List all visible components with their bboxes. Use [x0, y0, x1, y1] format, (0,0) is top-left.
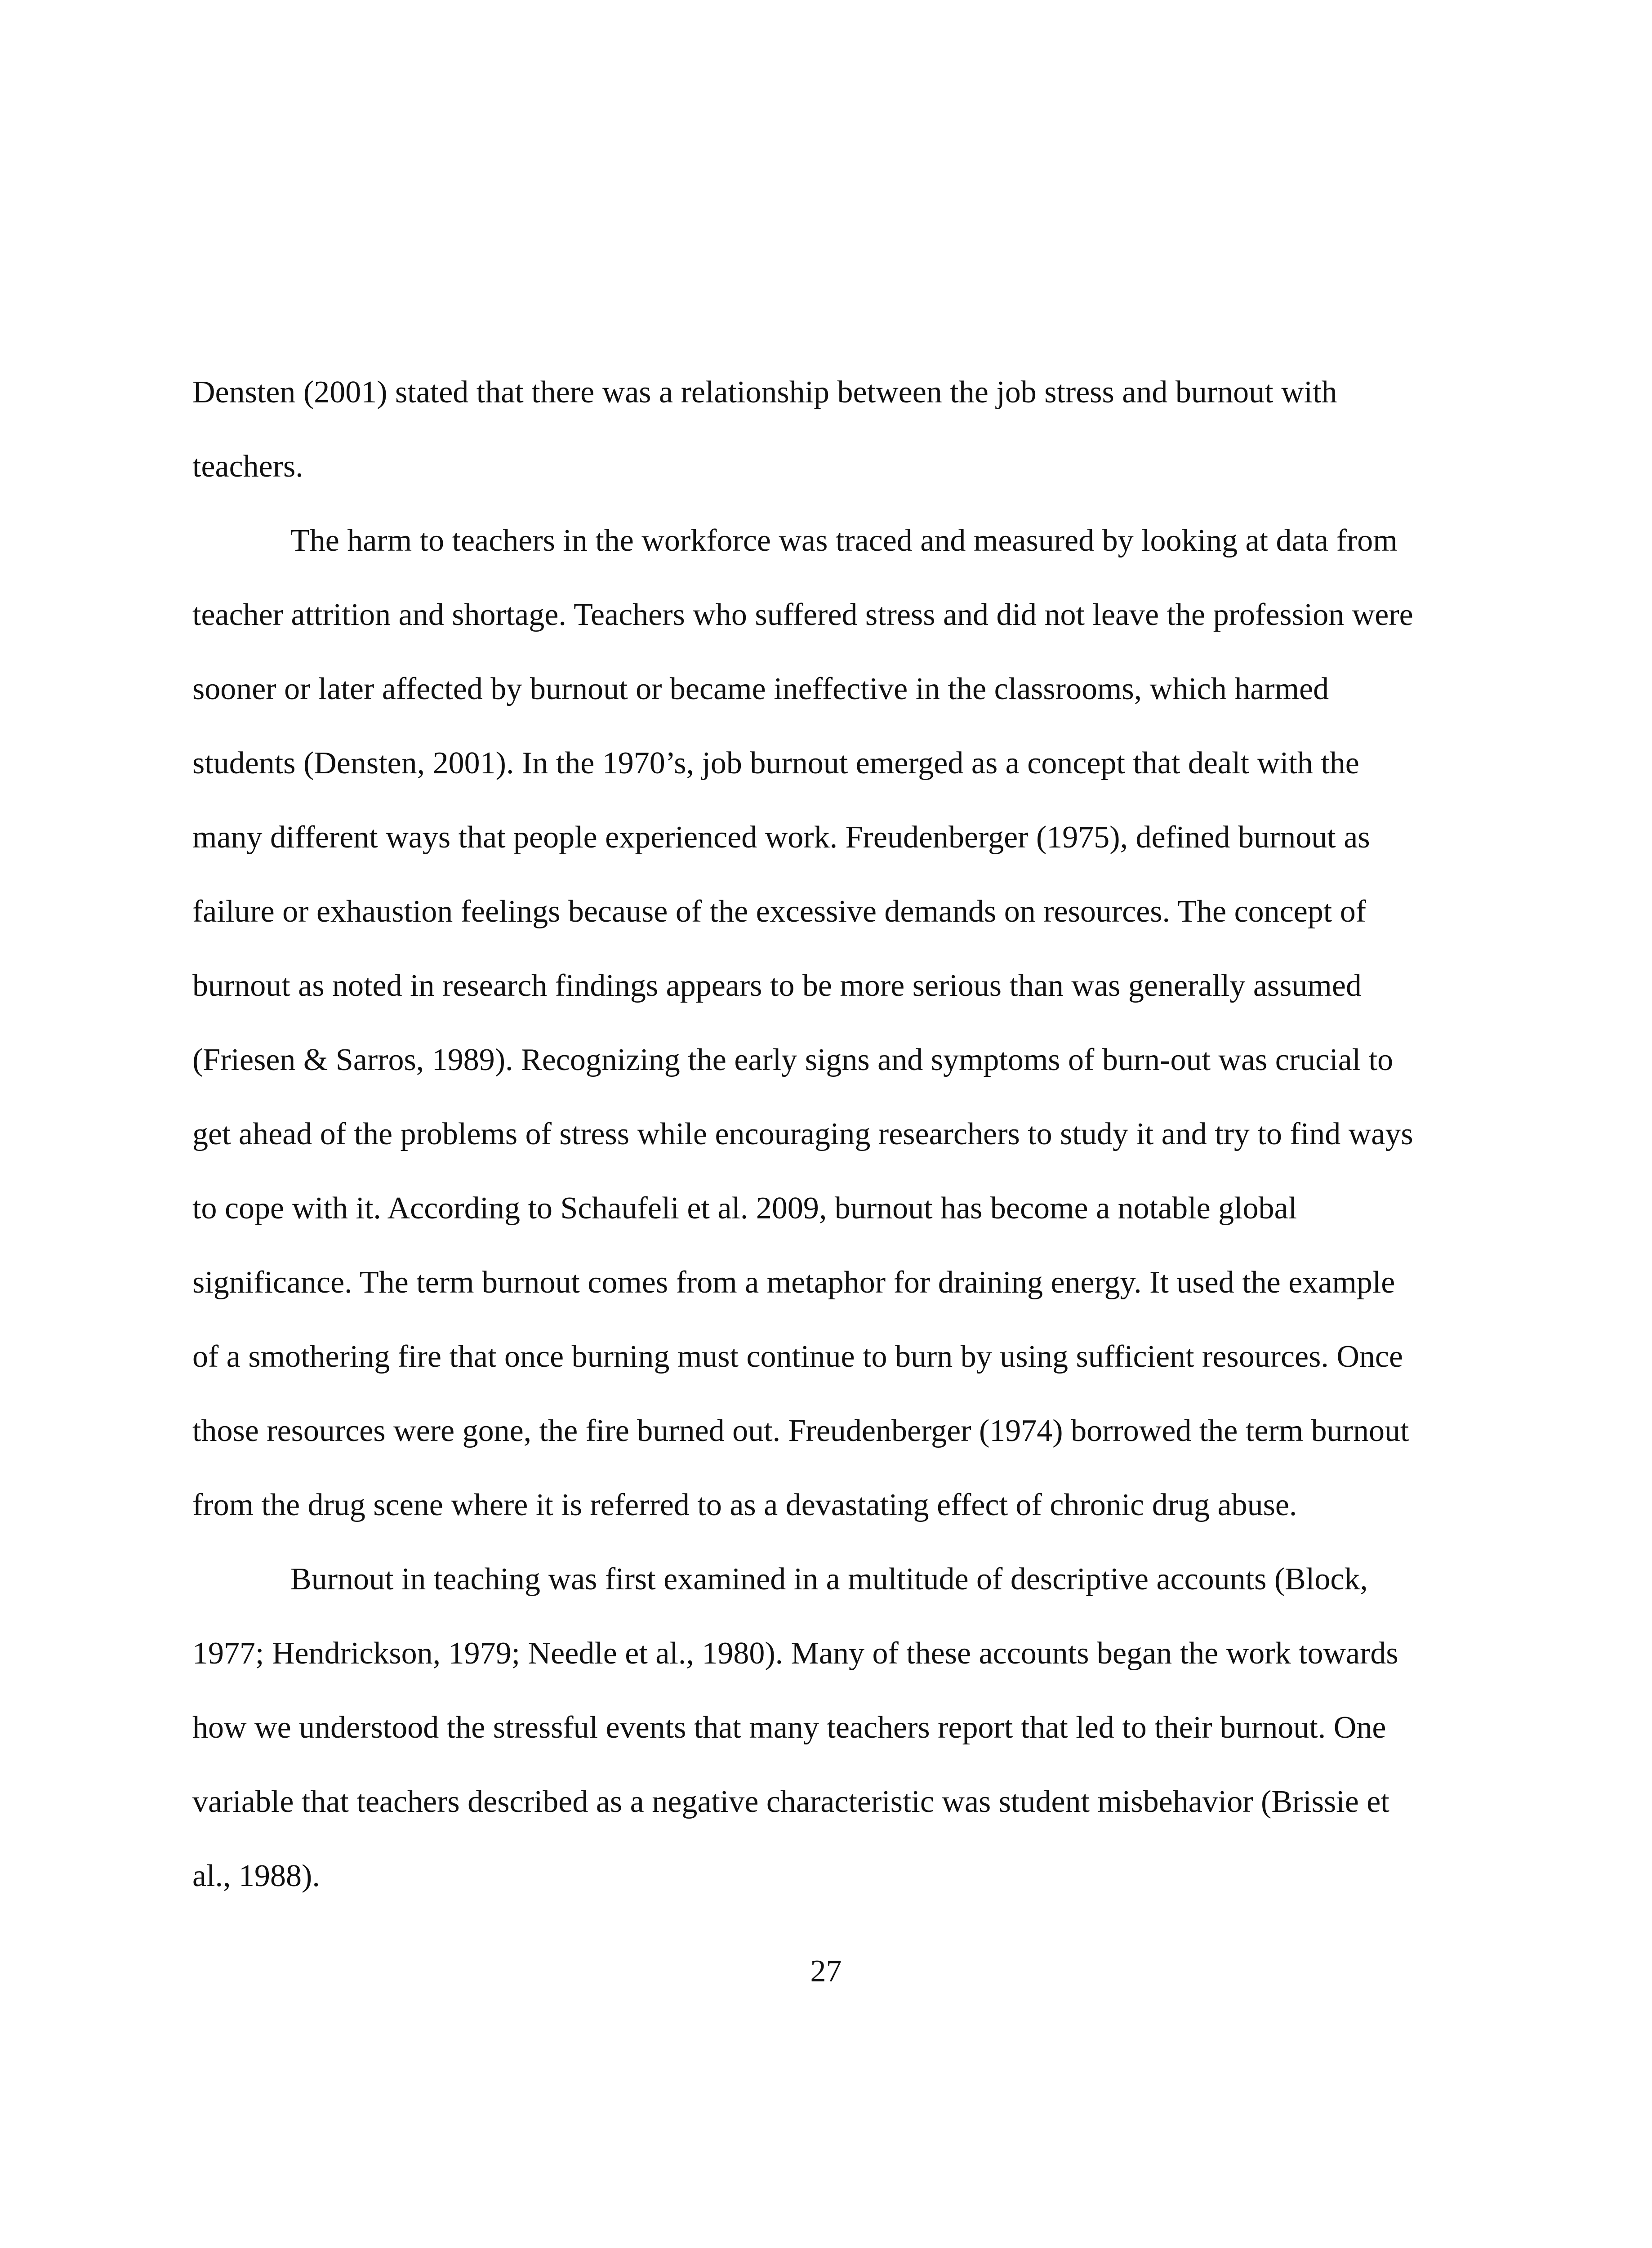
- paragraph-1: [192, 355, 1456, 504]
- page-number: 27: [810, 1954, 842, 1989]
- text-line: students (Densten, 2001). In the 1970’s, job burnout emerged as a concept that dealt with the: [192, 746, 1359, 781]
- text-line: how we understood the stressful events that many teachers report that led to their burnout. One: [192, 1710, 1386, 1745]
- text-line: 1977; Hendrickson, 1979; Needle et al., 1980). Many of these accounts began the work towards: [192, 1636, 1398, 1671]
- text-line: get ahead of the problems of stress while encouraging researchers to study it and try to find ways: [192, 1117, 1413, 1151]
- text-line: teachers.: [192, 449, 303, 484]
- text-line: (Friesen & Sarros, 1989). Recognizing the early signs and symptoms of burn-out was crucial to: [192, 1043, 1394, 1077]
- text-line: failure or exhaustion feelings because of the excessive demands on resources. The concept of: [192, 894, 1367, 929]
- text-line: variable that teachers described as a negative characteristic was student misbehavior (Brissie et: [192, 1784, 1389, 1819]
- text-line: Densten (2001) stated that there was a relationship between the job stress and burnout with: [192, 375, 1337, 410]
- text-line: from the drug scene where it is referred to as a devastating effect of chronic drug abuse.: [192, 1488, 1297, 1522]
- text-line: those resources were gone, the fire burned out. Freudenberger (1974) borrowed the term burnout: [192, 1414, 1409, 1448]
- text-line: many different ways that people experienced work. Freudenberger (1975), defined burnout as: [192, 820, 1370, 855]
- text-line: of a smothering fire that once burning must continue to burn by using sufficient resources. Once: [192, 1339, 1403, 1374]
- paragraph-2: [192, 504, 1456, 1542]
- body-text: [192, 355, 1456, 1913]
- paragraph-3: [192, 1542, 1456, 1913]
- text-line: teacher attrition and shortage. Teachers who suffered stress and did not leave the profession were: [192, 598, 1413, 632]
- text-line: burnout as noted in research findings appears to be more serious than was generally assumed: [192, 968, 1362, 1003]
- text-line: to cope with it. According to Schaufeli et al. 2009, burnout has become a notable global: [192, 1191, 1297, 1226]
- text-line-indented: The harm to teachers in the workforce was traced and measured by looking at data from: [290, 523, 1398, 558]
- text-line: al., 1988).: [192, 1859, 320, 1893]
- text-line: sooner or later affected by burnout or became ineffective in the classrooms, which harmed: [192, 672, 1329, 706]
- text-line-indented: Burnout in teaching was first examined in a multitude of descriptive accounts (Block,: [290, 1562, 1368, 1597]
- text-line: significance. The term burnout comes from a metaphor for draining energy. It used the example: [192, 1265, 1395, 1300]
